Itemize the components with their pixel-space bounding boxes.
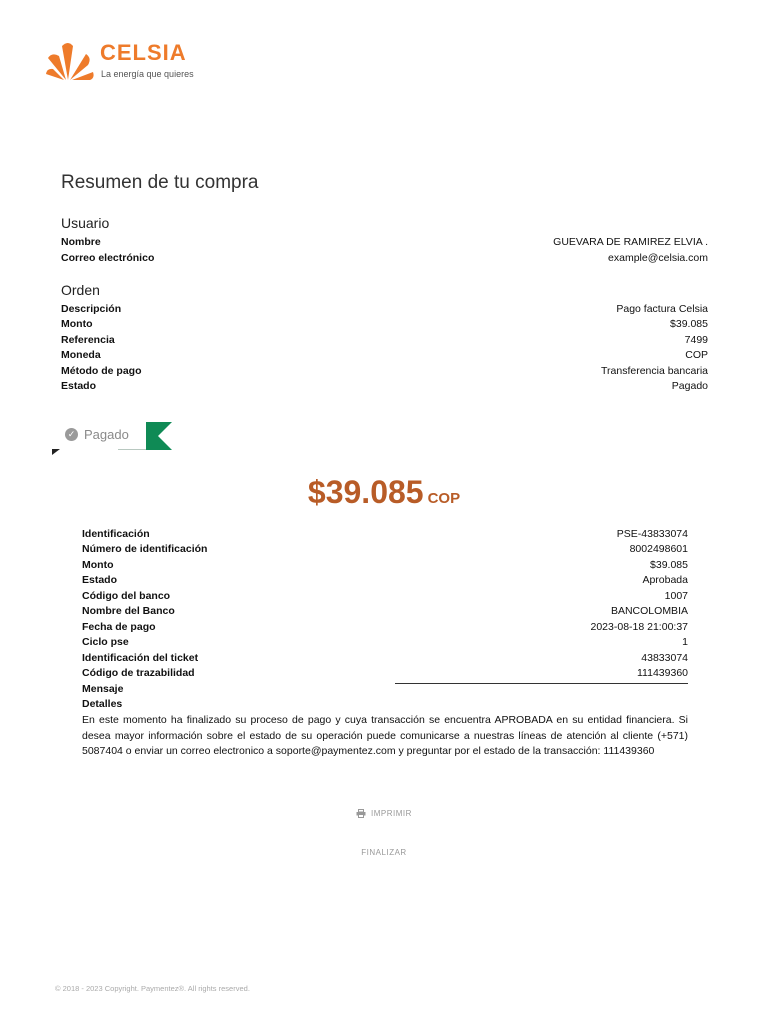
row-value: $39.085 <box>670 318 708 330</box>
amount-value: $39.085 <box>307 474 424 510</box>
row-value: 111439360 <box>637 667 688 679</box>
row-value: 2023-08-18 21:00:37 <box>590 621 688 633</box>
printer-icon <box>356 809 366 818</box>
row-value: Pagado <box>671 380 708 392</box>
transaction-row <box>82 621 688 636</box>
row-label: Estado <box>82 574 118 586</box>
row-value: Transferencia bancaria <box>601 365 708 377</box>
user-row <box>61 236 708 251</box>
row-label: Descripción <box>61 303 122 315</box>
transaction-row <box>82 559 688 574</box>
sunburst-icon <box>46 38 96 82</box>
corner-mark <box>52 449 60 455</box>
row-value: Pago factura Celsia <box>616 303 708 315</box>
transaction-row <box>82 528 688 543</box>
row-label: Nombre <box>61 236 101 248</box>
order-row <box>61 365 708 380</box>
details-label: Detalles <box>82 698 123 710</box>
details-text: En este momento ha finalizado su proceso de pago y cuya transacción se encuentra APROBADA en su entidad financiera. Si desea mayor información sobre el estado de su operación puede comunicarse a nuestras líneas de atención al cliente (+571) 5087404 o enviar un correo electronico a soporte@paymentez.com y preguntar por el estado de la transacción: 111439360 <box>82 714 688 757</box>
order-row <box>61 349 708 364</box>
total-amount <box>0 474 768 511</box>
row-value: BANCOLOMBIA <box>610 605 688 617</box>
divider <box>395 683 688 684</box>
transaction-row <box>82 590 688 605</box>
order-row <box>61 318 708 333</box>
row-value: 1007 <box>664 590 688 602</box>
transaction-row <box>82 574 688 589</box>
transaction-row <box>82 605 688 620</box>
brand-name: CELSIA <box>100 40 187 65</box>
row-label: Nombre del Banco <box>82 605 175 617</box>
row-value: Aprobada <box>642 574 688 586</box>
row-label: Método de pago <box>61 365 142 377</box>
transaction-row <box>82 667 688 682</box>
row-label: Ciclo pse <box>82 636 129 648</box>
finish-button[interactable]: FINALIZAR <box>361 848 407 857</box>
brand-tagline: La energía que quieres <box>101 69 194 79</box>
message-label: Mensaje <box>82 683 124 695</box>
transaction-row <box>82 652 688 667</box>
amount-currency: COP <box>427 490 461 507</box>
row-value: 8002498601 <box>629 543 688 555</box>
transaction-row <box>82 636 688 651</box>
row-value: COP <box>685 349 708 361</box>
check-circle-icon: ✓ <box>65 428 78 441</box>
row-value: 7499 <box>684 334 708 346</box>
row-label: Fecha de pago <box>82 621 156 633</box>
row-label: Código del banco <box>82 590 171 602</box>
row-label: Moneda <box>61 349 101 361</box>
page-title: Resumen de tu compra <box>61 172 259 193</box>
row-label: Identificación <box>82 528 150 540</box>
transaction-row <box>82 543 688 558</box>
row-value: 43833074 <box>641 652 688 664</box>
status-chip-label: Pagado <box>84 427 129 442</box>
pse-bank-logo-icon <box>146 422 172 450</box>
print-label: IMPRIMIR <box>371 809 412 818</box>
row-value: 1 <box>682 636 688 648</box>
row-label: Monto <box>82 559 114 571</box>
footer-copyright: © 2018 - 2023 Copyright. Paymentez®. All rights reserved. <box>55 984 250 993</box>
row-label: Monto <box>61 318 93 330</box>
order-row <box>61 380 708 395</box>
row-label: Código de trazabilidad <box>82 667 195 679</box>
row-label: Correo electrónico <box>61 252 155 264</box>
row-label: Referencia <box>61 334 115 346</box>
status-chip <box>65 427 129 442</box>
row-label: Número de identificación <box>82 543 208 555</box>
row-value: PSE-43833074 <box>616 528 688 540</box>
row-value: GUEVARA DE RAMIREZ ELVIA . <box>553 236 708 248</box>
row-label: Estado <box>61 380 97 392</box>
user-section-title: Usuario <box>61 215 110 231</box>
celsia-logo <box>46 38 196 82</box>
order-row <box>61 334 708 349</box>
row-label: Identificación del ticket <box>82 652 199 664</box>
user-row <box>61 252 708 267</box>
order-section-title: Orden <box>61 282 100 298</box>
print-button[interactable] <box>0 809 768 818</box>
order-row <box>61 303 708 318</box>
row-value: example@celsia.com <box>608 252 708 264</box>
row-value: $39.085 <box>650 559 688 571</box>
